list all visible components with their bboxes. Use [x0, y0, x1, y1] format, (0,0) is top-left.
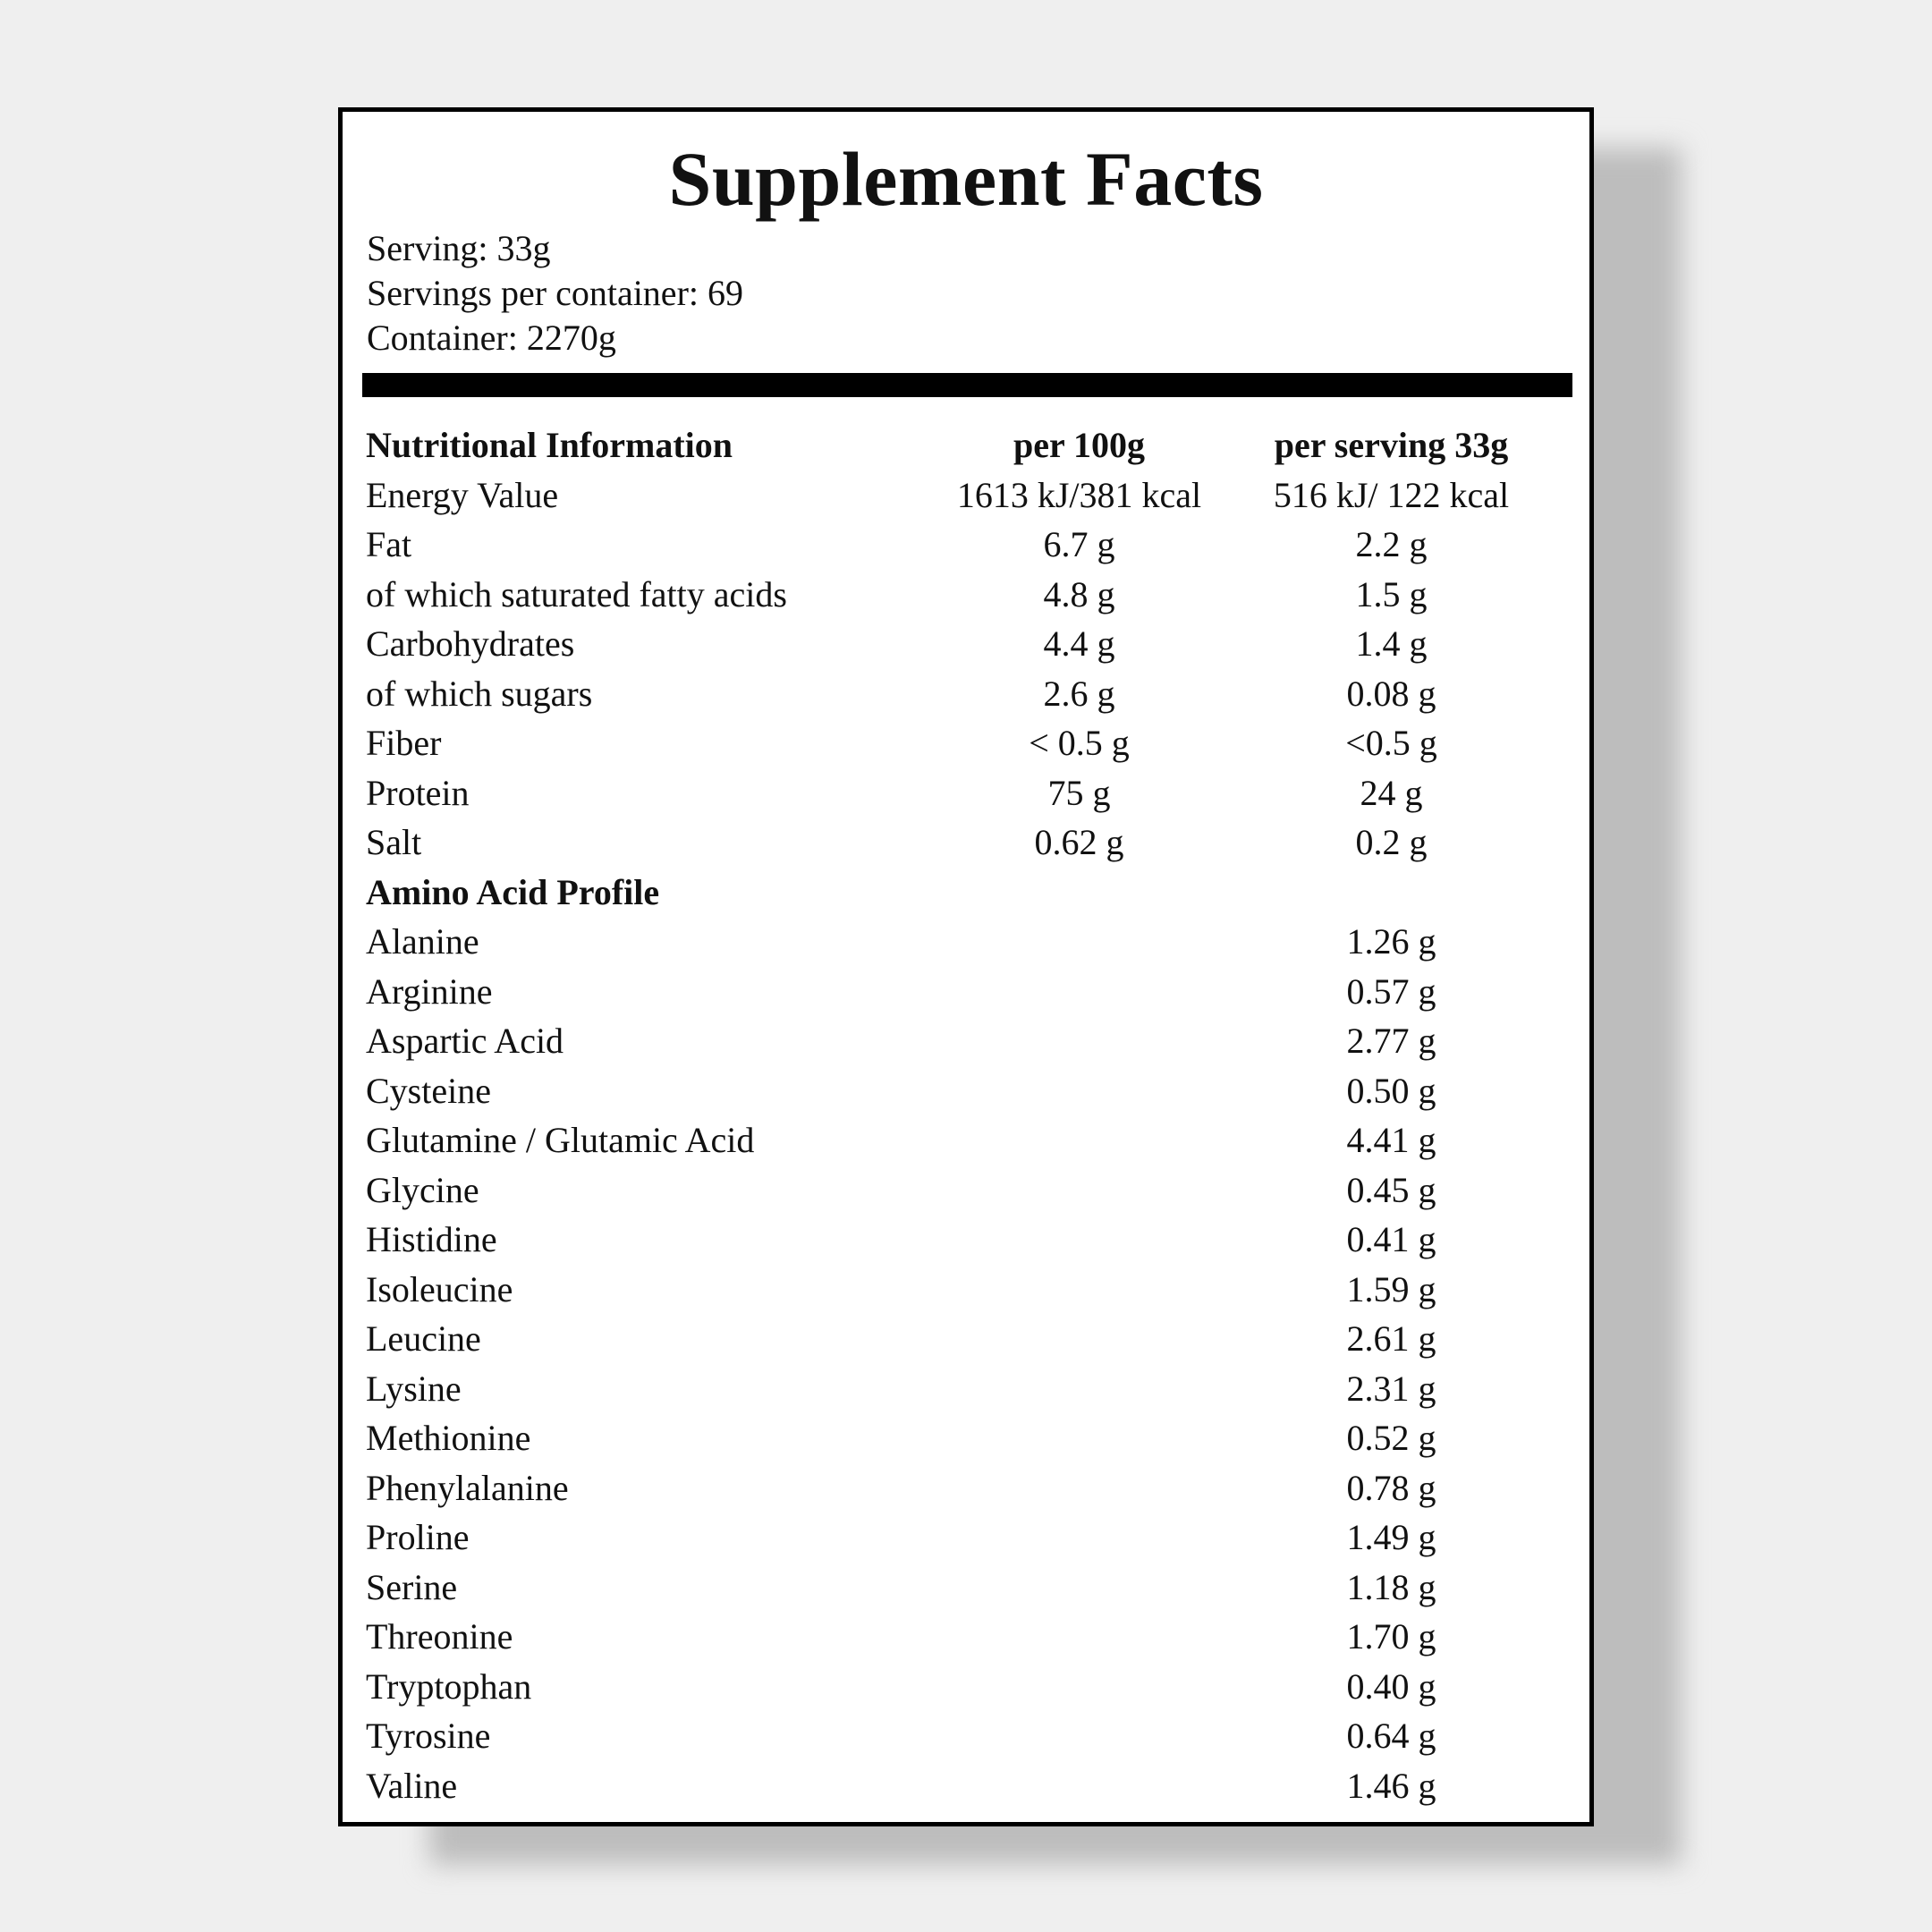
nutrient-name: Carbohydrates: [366, 623, 575, 664]
nutrient-per-serving: 2.2 g: [1355, 524, 1428, 564]
empty-cell: [916, 1662, 1242, 1712]
amino-acid-per-serving: 0.40 g: [1346, 1665, 1436, 1707]
amino-acid-name: Tryptophan: [366, 1665, 532, 1707]
amino-acid-per-serving: 0.50 g: [1346, 1070, 1436, 1111]
nutrient-name: Fiber: [366, 723, 442, 763]
nutrient-per-100g: 75 g: [1047, 772, 1111, 813]
nutrient-per-serving: 0.2 g: [1355, 822, 1428, 862]
empty-cell: [916, 1513, 1242, 1563]
nutrient-name: Protein: [366, 772, 470, 813]
container-size: Container: 2270g: [367, 318, 616, 358]
table-row: [366, 1265, 1576, 1315]
amino-acid-per-serving: 2.31 g: [1346, 1368, 1436, 1409]
empty-cell: [916, 1463, 1242, 1513]
amino-acid-name: Isoleucine: [366, 1268, 513, 1309]
amino-acid-name: Phenylalanine: [366, 1467, 569, 1508]
amino-acid-name: Histidine: [366, 1219, 497, 1259]
amino-acid-name: Glycine: [366, 1169, 479, 1210]
empty-cell: [916, 1563, 1242, 1613]
amino-acid-profile-heading: Amino Acid Profile: [366, 871, 660, 912]
amino-acid-per-serving: 1.70 g: [1346, 1616, 1436, 1657]
table-row: [366, 619, 1576, 669]
table-row: [366, 917, 1576, 967]
nutrient-per-100g: 0.62 g: [1034, 822, 1124, 862]
table-row: [366, 1761, 1576, 1811]
table-row: [366, 718, 1576, 768]
amino-acid-name: Aspartic Acid: [366, 1021, 564, 1061]
empty-cell: [916, 1165, 1242, 1216]
amino-acid-per-serving: 1.26 g: [1346, 921, 1436, 962]
empty-cell: [916, 1612, 1242, 1662]
amino-acid-per-serving: 1.59 g: [1346, 1268, 1436, 1309]
empty-cell: [916, 1016, 1242, 1066]
nutrition-table-body: [366, 420, 1576, 1810]
nutrient-name: Energy Value: [366, 474, 559, 515]
amino-acid-name: Methionine: [366, 1418, 531, 1458]
empty-cell: [916, 967, 1242, 1017]
empty-cell: [916, 1115, 1242, 1165]
table-row: [366, 1612, 1576, 1662]
nutrient-per-serving: 1.4 g: [1355, 623, 1428, 664]
amino-acid-per-serving: 0.64 g: [1346, 1716, 1436, 1756]
amino-acid-name: Cysteine: [366, 1070, 491, 1111]
nutrient-per-serving: 1.5 g: [1355, 573, 1428, 614]
table-row: [366, 1364, 1576, 1414]
table-row: [366, 1314, 1576, 1364]
nutrient-per-serving: 0.08 g: [1346, 673, 1436, 714]
empty-cell: [916, 1413, 1242, 1463]
empty-cell: [916, 1761, 1242, 1811]
amino-acid-per-serving: 1.49 g: [1346, 1517, 1436, 1557]
table-row: [366, 1016, 1576, 1066]
nutrient-per-100g: 2.6 g: [1043, 673, 1115, 714]
header-per-100g: per 100g: [1013, 425, 1146, 465]
nutrient-name: Salt: [366, 822, 422, 862]
nutrient-per-serving: <0.5 g: [1345, 723, 1437, 763]
table-row: [366, 768, 1576, 818]
amino-acid-per-serving: 0.45 g: [1346, 1169, 1436, 1210]
empty-cell: [916, 1066, 1242, 1116]
supplement-facts-panel: [338, 107, 1594, 1826]
nutrient-per-100g: < 0.5 g: [1029, 723, 1130, 763]
serving-info: [367, 226, 743, 360]
nutrient-per-serving: 516 kJ/ 122 kcal: [1273, 474, 1510, 515]
empty-cell: [916, 1364, 1242, 1414]
nutrient-per-100g: 6.7 g: [1043, 524, 1115, 564]
table-row: [366, 669, 1576, 719]
amino-acid-name: Proline: [366, 1517, 470, 1557]
amino-acid-name: Glutamine / Glutamic Acid: [366, 1120, 755, 1160]
serving-size: Serving: 33g: [367, 228, 551, 268]
nutrient-name: of which sugars: [366, 673, 593, 714]
empty-cell: [916, 1215, 1242, 1265]
panel-title: Supplement Facts: [668, 136, 1264, 222]
amino-acid-name: Serine: [366, 1566, 458, 1607]
amino-acid-name: Valine: [366, 1765, 458, 1806]
amino-acid-name: Leucine: [366, 1318, 481, 1359]
header-nutritional-information: Nutritional Information: [366, 425, 733, 465]
amino-acid-per-serving: 1.18 g: [1346, 1566, 1436, 1607]
amino-acid-name: Threonine: [366, 1616, 513, 1657]
table-row: [366, 1413, 1576, 1463]
table-row: [366, 1463, 1576, 1513]
table-row: [366, 1165, 1576, 1216]
empty-cell: [916, 917, 1242, 967]
amino-acid-name: Arginine: [366, 970, 493, 1012]
table-row: [366, 470, 1576, 521]
empty-cell: [1242, 868, 1576, 918]
servings-per-container: Servings per container: 69: [367, 273, 743, 313]
amino-acid-per-serving: 2.77 g: [1346, 1021, 1436, 1061]
amino-acid-per-serving: 0.78 g: [1346, 1467, 1436, 1508]
amino-acid-per-serving: 0.52 g: [1346, 1418, 1436, 1458]
table-row: [366, 1563, 1576, 1613]
empty-cell: [916, 1711, 1242, 1761]
amino-acid-name: Lysine: [366, 1368, 462, 1409]
table-row: [366, 1115, 1576, 1165]
amino-acid-per-serving: 0.41 g: [1346, 1219, 1436, 1259]
nutrient-per-100g: 1613 kJ/381 kcal: [956, 474, 1202, 515]
empty-cell: [916, 1265, 1242, 1315]
table-row: [366, 967, 1576, 1017]
nutrient-name: Fat: [366, 524, 412, 564]
amino-heading-row: [366, 868, 1576, 918]
nutrient-per-serving: 24 g: [1360, 772, 1423, 813]
amino-acid-name: Tyrosine: [366, 1716, 491, 1756]
table-row: [366, 1215, 1576, 1265]
table-row: [366, 520, 1576, 570]
amino-acid-per-serving: 4.41 g: [1346, 1120, 1436, 1160]
thick-divider: [362, 373, 1572, 397]
amino-acid-per-serving: 1.46 g: [1346, 1765, 1436, 1806]
table-row: [366, 1662, 1576, 1712]
table-header-row: [366, 420, 1576, 470]
header-per-serving: per serving 33g: [1274, 425, 1509, 465]
nutrition-table: [366, 420, 1576, 1810]
nutrient-per-100g: 4.8 g: [1043, 573, 1115, 614]
table-row: [366, 1711, 1576, 1761]
nutrient-per-100g: 4.4 g: [1043, 623, 1115, 664]
amino-acid-per-serving: 2.61 g: [1346, 1318, 1436, 1359]
amino-acid-name: Alanine: [366, 921, 479, 962]
amino-acid-per-serving: 0.57 g: [1346, 970, 1436, 1012]
table-row: [366, 1513, 1576, 1563]
empty-cell: [916, 868, 1242, 918]
nutrient-name: of which saturated fatty acids: [366, 573, 787, 614]
table-row: [366, 818, 1576, 868]
table-row: [366, 1066, 1576, 1116]
empty-cell: [916, 1314, 1242, 1364]
table-row: [366, 570, 1576, 620]
